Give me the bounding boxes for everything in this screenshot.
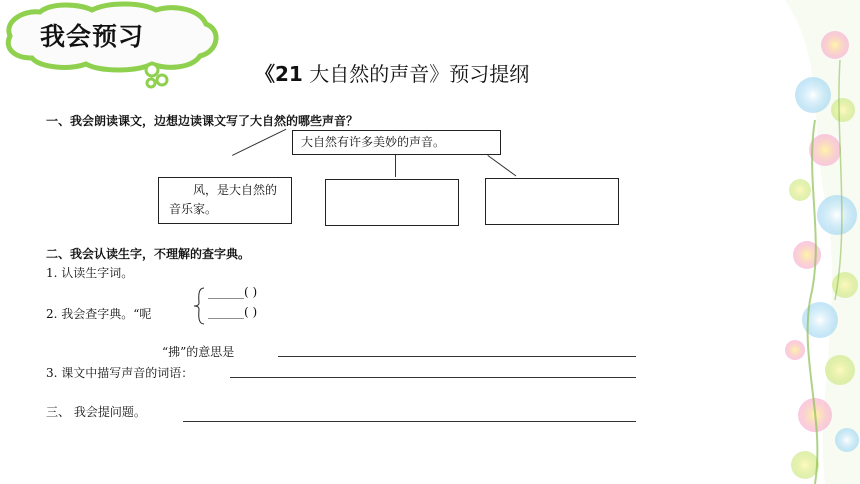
section3-heading: 三、 我会提问题。 [46, 405, 146, 419]
fu-meaning-label: “拂”的意思是 [162, 345, 235, 359]
badge-label: 我会预习 [40, 22, 145, 51]
section1-question: 一、我会朗读课文，边想边读课文写了大自然的哪些声音？ [46, 114, 359, 128]
child-box-2[interactable] [325, 179, 459, 226]
child-box-1-text: 风，是大自然的音乐家。 [169, 183, 278, 216]
connector-trunk [395, 155, 396, 177]
section2-item1: 1. 认读生字词。 [46, 266, 134, 280]
child-box-3[interactable] [485, 178, 619, 225]
section2-item2: 2. 我会查字典。“呢 [46, 307, 152, 321]
child-box-3-text [486, 179, 618, 187]
section2-item3: 3. 课文中描写声音的词语： [46, 366, 194, 380]
question-answer-line[interactable] [183, 421, 636, 422]
connector-right [487, 155, 516, 176]
flower-decoration-icon [765, 0, 860, 484]
page-title [255, 58, 529, 87]
root-box [292, 130, 501, 155]
blank-line-2[interactable]: ______( ) [208, 305, 258, 319]
child-box-1 [158, 177, 292, 224]
child-box-2-text [326, 180, 458, 188]
title-prefix: 《21 [255, 62, 303, 86]
title-main: 大自然的声音》预习提纲 [309, 62, 530, 86]
curly-brace-icon [192, 286, 206, 326]
root-box-text: 大自然有许多美妙的声音。 [301, 135, 446, 149]
section2-heading: 二、我会认读生字，不理解的查字典。 [46, 247, 251, 261]
sound-words-answer-line[interactable] [230, 377, 636, 378]
blank-line-1[interactable]: ______( ) [208, 285, 258, 299]
fu-meaning-answer-line[interactable] [278, 356, 636, 357]
connector-left [232, 129, 286, 156]
